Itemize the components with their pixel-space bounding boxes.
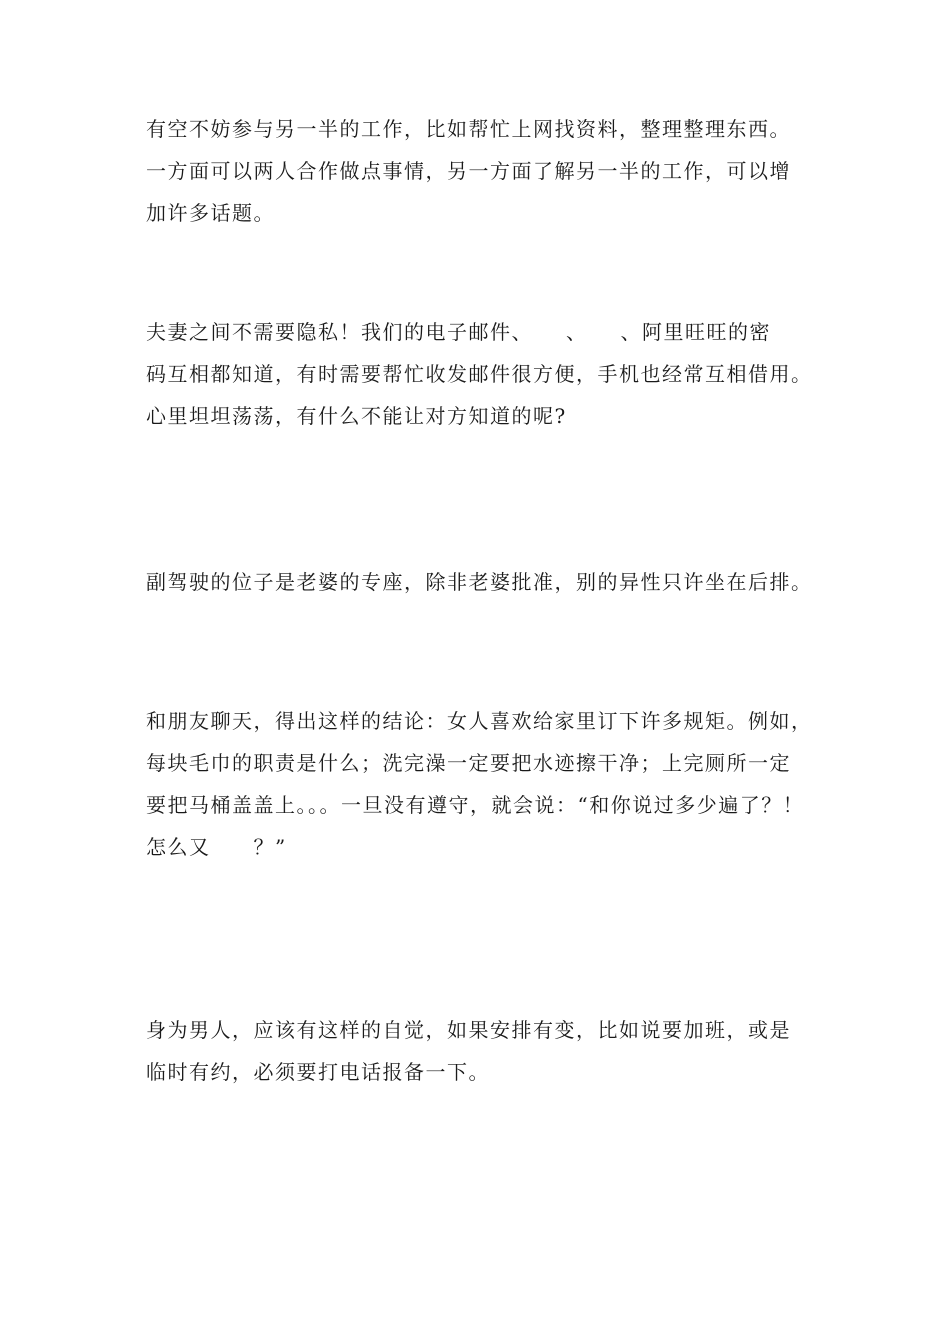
- paragraph-house-rules: [146, 700, 816, 868]
- text-line: 要把马桶盖盖上。。。一旦没有遵守，就会说：“和你说过多少遍了？！: [146, 793, 805, 817]
- paragraph-passenger-seat: [146, 561, 816, 603]
- text-line: 副驾驶的位子是老婆的专座，除非老婆批准，别的异性只许坐在后排。: [146, 570, 813, 594]
- text-line: 每块毛巾的职责是什么；洗完澡一定要把水迹擦干净；上完厕所一定: [146, 751, 791, 775]
- paragraph-shared-work: [146, 108, 816, 234]
- text-line: 身为男人，应该有这样的自觉，如果安排有变，比如说要加班，或是: [146, 1018, 791, 1042]
- paragraph-no-privacy: [146, 311, 816, 437]
- text-line: 临时有约，必须要打电话报备一下。: [146, 1060, 490, 1084]
- text-line: 和朋友聊天，得出这样的结论：女人喜欢给家里订下许多规矩。例如，: [146, 709, 813, 733]
- text-line: 加许多话题。: [146, 201, 275, 225]
- text-line: 一方面可以两人合作做点事情，另一方面了解另一半的工作，可以增: [146, 159, 791, 183]
- text-line: 夫妻之间不需要隐私！我们的电子邮件、 、 、阿里旺旺的密: [146, 320, 771, 344]
- text-line: 码互相都知道，有时需要帮忙收发邮件很方便，手机也经常互相借用。: [146, 362, 813, 386]
- text-line: 怎么又 ？”: [146, 835, 287, 859]
- paragraph-call-to-report: [146, 1009, 816, 1093]
- text-line: 有空不妨参与另一半的工作，比如帮忙上网找资料，整理整理东西。: [146, 117, 791, 141]
- text-line: 心里坦坦荡荡，有什么不能让对方知道的呢?: [146, 404, 567, 428]
